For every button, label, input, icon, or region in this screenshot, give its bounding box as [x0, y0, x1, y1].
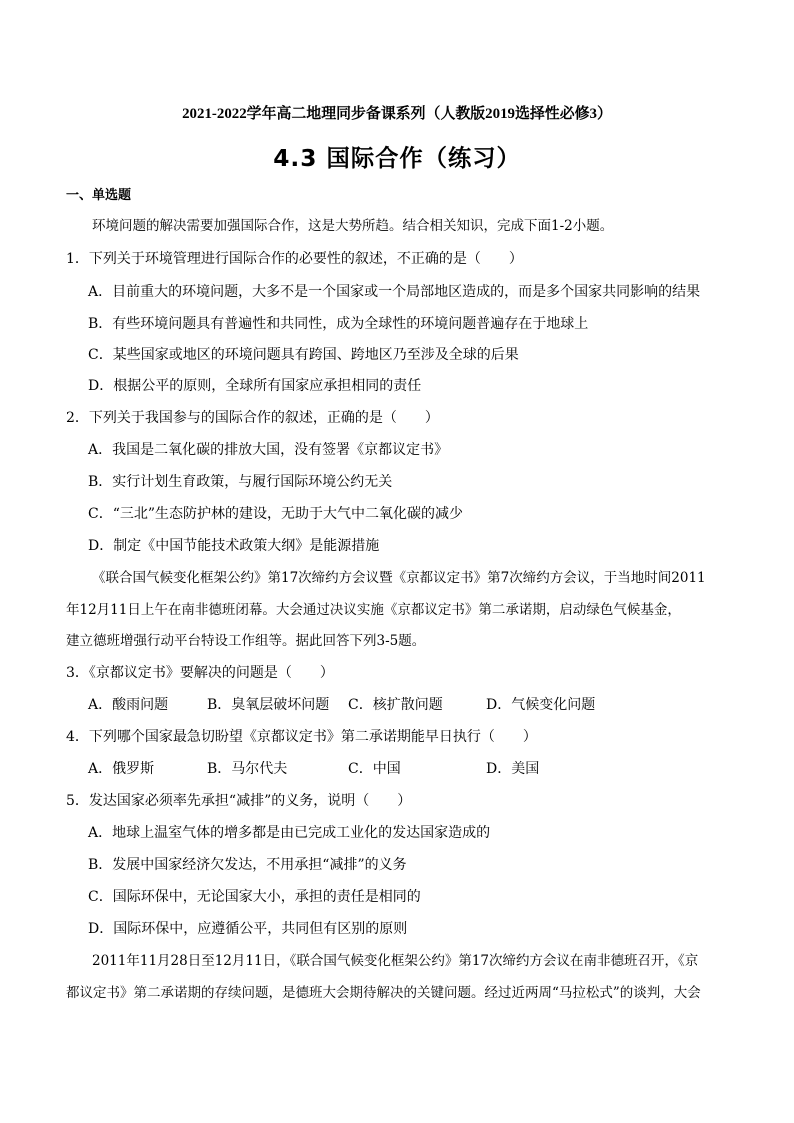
passage-line: 年12月11日上午在南非德班闭幕。大会通过决议实施《京都议定书》第二承诺期，启动绿色气候基金，: [66, 602, 681, 618]
question-1-option-d: D．根据公平的原则，全球所有国家应承担相同的责任: [88, 378, 422, 394]
question-1-option-a: A．目前重大的环境问题，大多不是一个国家或一个局部地区造成的，而是多个国家共同影响的结果: [88, 284, 701, 300]
question-5-option-a: A．地球上温室气体的增多都是由已完成工业化的发达国家造成的: [88, 825, 491, 841]
section-heading: 一、单选题: [66, 188, 132, 203]
question-1-option-c: C．某些国家或地区的环境问题具有跨国、跨地区乃至涉及全球的后果: [88, 347, 519, 363]
passage-line: 建立德班增强行动平台特设工作组等。据此回答下列3-5题。: [66, 633, 426, 649]
page-title: 4.3 国际合作（练习）: [273, 145, 521, 172]
series-title: 2021-2022学年高二地理同步备课系列（人教版2019选择性必修3）: [182, 106, 612, 122]
question-2-option-b: B．实行计划生育政策，与履行国际环境公约无关: [88, 474, 393, 490]
question-4-stem: 4．下列哪个国家最急切盼望《京都议定书》第二承诺期能早日执行（ ）: [66, 729, 537, 745]
question-4-option-b: B．马尔代夫: [207, 761, 288, 777]
question-5-option-c: C．国际环保中，无论国家大小，承担的责任是相同的: [88, 889, 421, 905]
passage-line: 都议定书》第二承诺期的存续问题，是德班大会期待解决的关键问题。经过近两周“马拉松式”的谈判，大会: [66, 985, 701, 1001]
question-5-stem: 5．发达国家必须率先承担“减排”的义务，说明（ ）: [66, 793, 412, 809]
question-3-option-b: B．臭氧层破坏问题: [207, 697, 330, 713]
question-5-option-b: B．发展中国家经济欠发达，不用承担“减排”的义务: [88, 857, 407, 873]
question-2-stem: 2．下列关于我国参与的国际合作的叙述，正确的是（ ）: [66, 410, 439, 426]
question-2-option-d: D．制定《中国节能技术政策大纲》是能源措施: [88, 538, 380, 554]
question-4-option-d: D．美国: [486, 761, 540, 777]
question-1-stem: 1．下列关于环境管理进行国际合作的必要性的叙述，不正确的是（ ）: [66, 251, 523, 267]
passage-intro: 环境问题的解决需要加强国际合作，这是大势所趋。结合相关知识，完成下面1-2小题。: [92, 218, 614, 234]
question-3-stem: 3．《京都议定书》要解决的问题是（ ）: [66, 665, 334, 681]
passage-line: 2011年11月28日至12月11日，《联合国气候变化框架公约》第17次缔约方会议在南非德班召开，《京: [92, 953, 699, 969]
question-3-option-a: A．酸雨问题: [88, 697, 169, 713]
question-4-option-a: A．俄罗斯: [88, 761, 155, 777]
question-2-option-a: A．我国是二氧化碳的排放大国，没有签署《京都议定书》: [88, 442, 449, 458]
question-2-option-c: C．“三北”生态防护林的建设，无助于大气中二氧化碳的减少: [88, 506, 464, 522]
question-1-option-b: B．有些环境问题具有普遍性和共同性，成为全球性的环境问题普遍存在于地球上: [88, 316, 589, 332]
question-3-option-d: D．气候变化问题: [486, 697, 596, 713]
question-5-option-d: D．国际环保中，应遵循公平，共同但有区别的原则: [88, 921, 408, 937]
passage-line: 《联合国气候变化框架公约》第17次缔约方会议暨《京都议定书》第7次缔约方会议，于当地时间2011: [92, 570, 706, 586]
question-4-option-c: C．中国: [348, 761, 401, 777]
question-3-option-c: C．核扩散问题: [348, 697, 443, 713]
